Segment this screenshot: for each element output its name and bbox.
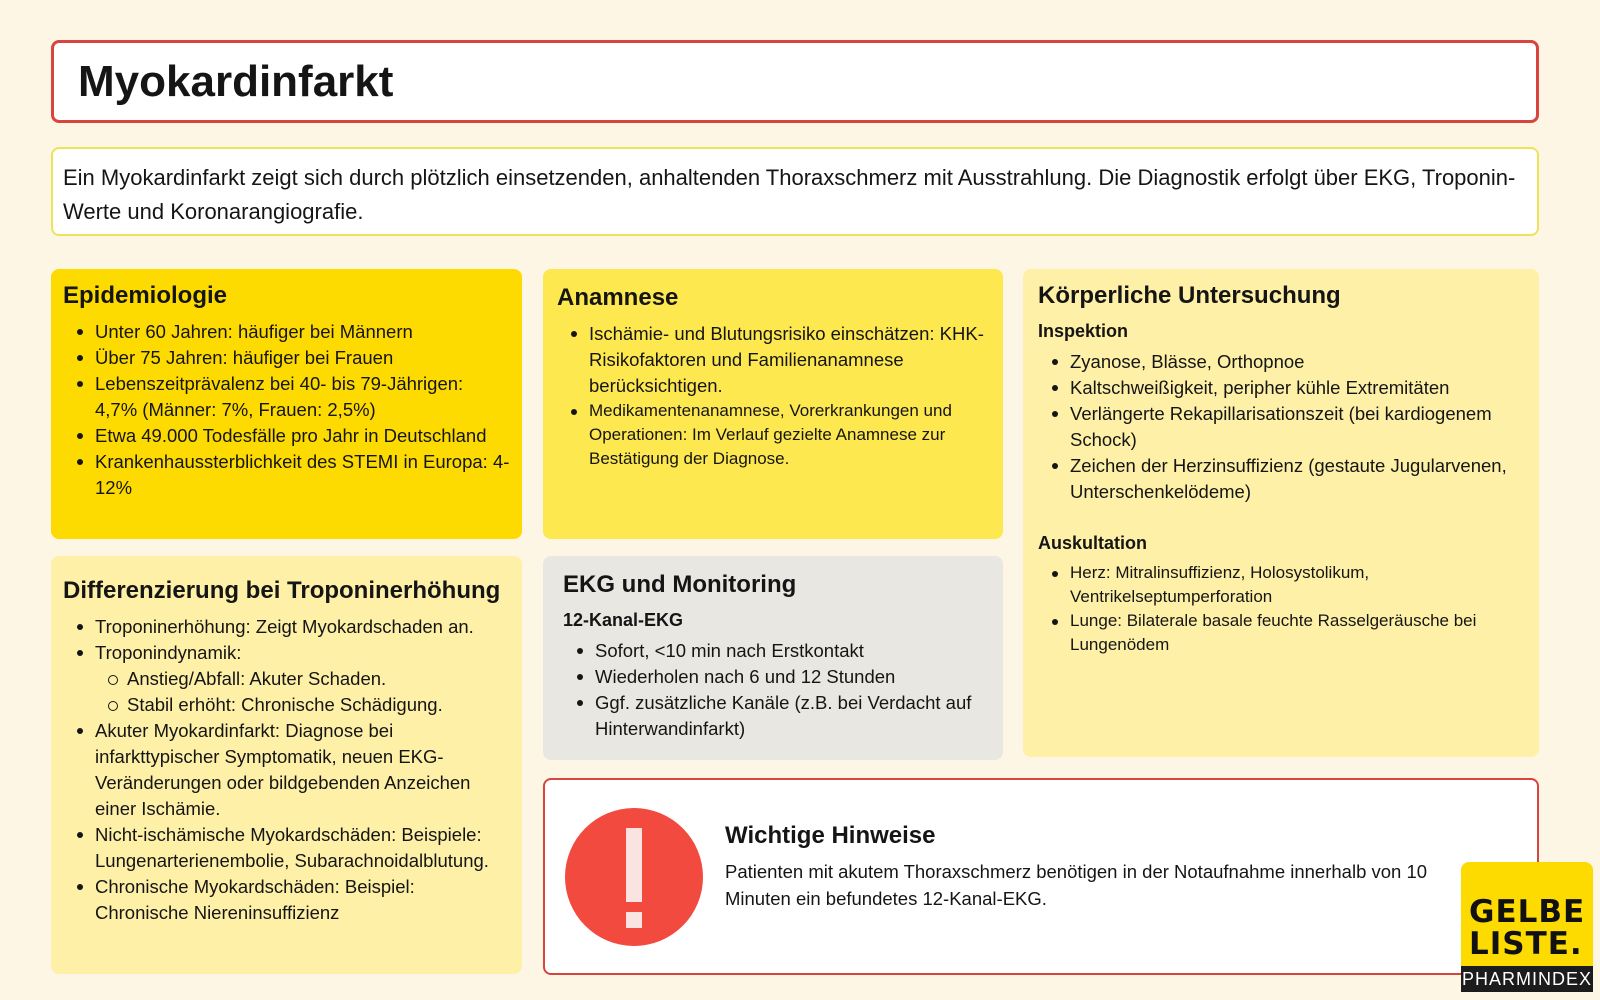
exclamation-bar bbox=[626, 828, 642, 902]
list-item: Ggf. zusätzliche Kanäle (z.B. bei Verdacht auf Hinterwandinfarkt) bbox=[563, 690, 991, 742]
list-item: Verlängerte Rekapillarisationszeit (bei kardiogenem Schock) bbox=[1038, 401, 1527, 453]
hinweise-box bbox=[543, 778, 1539, 975]
sub-list-item: Stabil erhöht: Chronische Schädigung. bbox=[63, 692, 510, 718]
title-box bbox=[51, 40, 1539, 123]
page-title: Myokardinfarkt bbox=[78, 57, 394, 106]
ekg-subheading: 12-Kanal-EKG bbox=[563, 610, 684, 630]
card-anamnese bbox=[543, 269, 1003, 539]
list-item: Zyanose, Blässe, Orthopnoe bbox=[1038, 349, 1527, 375]
epidemiologie-list bbox=[63, 319, 510, 501]
list-item: Medikamentenanamnese, Vorerkrankungen und Operationen: Im Verlauf gezielte Anamnese zur Bestätigung der Diagnose. bbox=[557, 399, 991, 471]
card-koerperliche-untersuchung bbox=[1023, 269, 1539, 757]
list-item: Lebenszeitprävalenz bei 40- bis 79-Jährigen: 4,7% (Männer: 7%, Frauen: 2,5%) bbox=[63, 371, 510, 423]
intro-box bbox=[51, 147, 1539, 236]
koerperliche-untersuchung-heading: Körperliche Untersuchung bbox=[1038, 282, 1341, 309]
list-item: Nicht-ischämische Myokardschäden: Beispiele: Lungenarterienembolie, Subarachnoidalblutung. bbox=[63, 822, 510, 874]
card-epidemiologie bbox=[51, 269, 522, 539]
logo-line-2: LISTE. bbox=[1469, 926, 1583, 962]
inspektion-subheading: Inspektion bbox=[1038, 321, 1129, 341]
list-item: Kaltschweißigkeit, peripher kühle Extremitäten bbox=[1038, 375, 1527, 401]
list-item: Ischämie- und Blutungsrisiko einschätzen: KHK-Risikofaktoren und Familienanamnese berücksichtigen. bbox=[557, 321, 991, 399]
logo-line-3: PHARMINDEX bbox=[1461, 966, 1593, 992]
list-item: Über 75 Jahren: häufiger bei Frauen bbox=[63, 345, 510, 371]
list-item: Chronische Myokardschäden: Beispiel: Chronische Niereninsuffizienz bbox=[63, 874, 510, 926]
hinweise-heading: Wichtige Hinweise bbox=[725, 822, 936, 849]
list-item: Unter 60 Jahren: häufiger bei Männern bbox=[63, 319, 510, 345]
list-item: Zeichen der Herzinsuffizienz (gestaute Jugularvenen, Unterschenkelödeme) bbox=[1038, 453, 1527, 505]
list-item: Lunge: Bilaterale basale feuchte Rasselgeräusche bei Lungenödem bbox=[1038, 609, 1527, 657]
differenzierung-heading: Differenzierung bei Troponinerhöhung bbox=[63, 577, 501, 604]
list-item: Sofort, <10 min nach Erstkontakt bbox=[563, 638, 991, 664]
card-ekg-monitoring bbox=[543, 556, 1003, 760]
inspektion-list bbox=[1038, 349, 1527, 505]
auskultation-subheading: Auskultation bbox=[1038, 533, 1148, 553]
anamnese-list bbox=[557, 321, 991, 471]
intro-text: Ein Myokardinfarkt zeigt sich durch plötzlich einsetzenden, anhaltenden Thoraxschmerz mit Ausstrahlung. Die Diagnostik erfolgt über EKG, Troponin-Werte und Koronarangiografie. bbox=[63, 165, 1516, 224]
list-item: Troponindynamik: bbox=[63, 640, 510, 666]
ekg-heading: EKG und Monitoring bbox=[563, 571, 797, 598]
section-spacer bbox=[1038, 505, 1527, 527]
list-item: Krankenhaussterblichkeit des STEMI in Europa: 4-12% bbox=[63, 449, 510, 501]
hinweise-text: Patienten mit akutem Thoraxschmerz benötigen in der Notaufnahme innerhalb von 10 Minuten ein befundetes 12-Kanal-EKG. bbox=[725, 861, 1428, 909]
gelbe-liste-logo bbox=[1461, 862, 1593, 992]
exclamation-dot bbox=[626, 912, 642, 928]
sub-list-item: Anstieg/Abfall: Akuter Schaden. bbox=[63, 666, 510, 692]
list-item: Akuter Myokardinfarkt: Diagnose bei infarkttypischer Symptomatik, neuen EKG-Veränderungen oder bildgebenden Anzeichen einer Ischämie. bbox=[63, 718, 510, 822]
list-item: Etwa 49.000 Todesfälle pro Jahr in Deutschland bbox=[63, 423, 510, 449]
list-item: Troponinerhöhung: Zeigt Myokardschaden an. bbox=[63, 614, 510, 640]
list-item: Wiederholen nach 6 und 12 Stunden bbox=[563, 664, 991, 690]
list-item: Herz: Mitralinsuffizienz, Holosystolikum, Ventrikelseptumperforation bbox=[1038, 561, 1527, 609]
epidemiologie-heading: Epidemiologie bbox=[63, 282, 228, 309]
differenzierung-list bbox=[63, 614, 510, 926]
exclamation-circle-icon bbox=[565, 808, 703, 946]
ekg-list bbox=[563, 638, 991, 742]
auskultation-list bbox=[1038, 561, 1527, 657]
card-differenzierung bbox=[51, 556, 522, 974]
anamnese-heading: Anamnese bbox=[557, 284, 679, 311]
hinweise-content bbox=[725, 820, 1465, 912]
logo-line-1: GELBE bbox=[1469, 894, 1586, 930]
